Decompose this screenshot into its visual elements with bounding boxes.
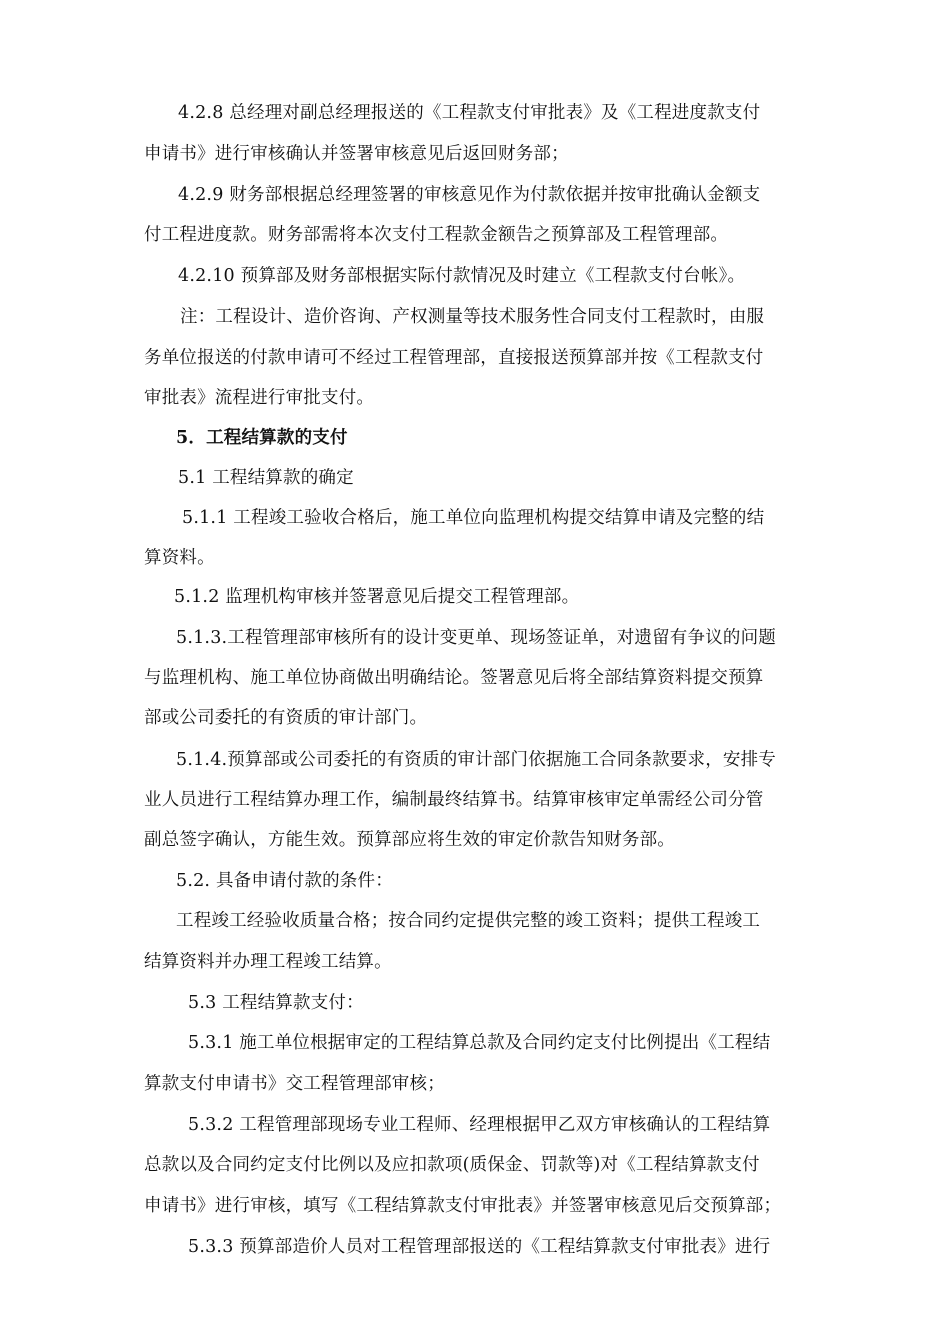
text-line: 5.1.1 工程竣工验收合格后，施工单位向监理机构提交结算申请及完整的结 bbox=[182, 508, 765, 528]
text-line: 5.3.3 预算部造价人员对工程管理部报送的《工程结算款支付审批表》进行 bbox=[188, 1237, 771, 1257]
text-line: 业人员进行工程结算办理工作，编制最终结算书。结算审核审定单需经公司分管 bbox=[144, 790, 764, 810]
text-line: 务单位报送的付款申请可不经过工程管理部，直接报送预算部并按《工程款支付 bbox=[144, 348, 764, 368]
section-heading: 5．工程结算款的支付 bbox=[176, 428, 348, 448]
subsection-heading: 5.3 工程结算款支付： bbox=[188, 993, 364, 1013]
text-line: 部或公司委托的有资质的审计部门。 bbox=[144, 708, 428, 728]
text-line: 申请书》进行审核，填写《工程结算款支付审批表》并签署审核意见后交预算部； bbox=[144, 1196, 782, 1216]
text-line: 5.1.2 监理机构审核并签署意见后提交工程管理部。 bbox=[174, 587, 580, 607]
text-line: 4.2.9 财务部根据总经理签署的审核意见作为付款依据并按审批确认金额支 bbox=[178, 185, 761, 205]
text-line: 算款支付申请书》交工程管理部审核； bbox=[144, 1074, 445, 1094]
text-line: 与监理机构、施工单位协商做出明确结论。签署意见后将全部结算资料提交预算 bbox=[144, 668, 764, 688]
text-line: 4.2.8 总经理对副总经理报送的《工程款支付审批表》及《工程进度款支付 bbox=[178, 103, 761, 123]
text-line: 工程竣工经验收质量合格；按合同约定提供完整的竣工资料；提供工程竣工 bbox=[176, 911, 761, 931]
text-line: 副总签字确认，方能生效。预算部应将生效的审定价款告知财务部。 bbox=[144, 830, 675, 850]
text-line: 付工程进度款。财务部需将本次支付工程款金额告之预算部及工程管理部。 bbox=[144, 225, 729, 245]
text-line: 注：工程设计、造价咨询、产权测量等技术服务性合同支付工程款时，由服 bbox=[180, 307, 765, 327]
text-line: 5.1.3.工程管理部审核所有的设计变更单、现场签证单，对遗留有争议的问题 bbox=[176, 628, 776, 648]
subsection-heading: 5.1 工程结算款的确定 bbox=[178, 468, 354, 488]
text-line: 5.3.2 工程管理部现场专业工程师、经理根据甲乙双方审核确认的工程结算 bbox=[188, 1115, 771, 1135]
text-line: 5.3.1 施工单位根据审定的工程结算总款及合同约定支付比例提出《工程结 bbox=[188, 1033, 771, 1053]
text-line: 审批表》流程进行审批支付。 bbox=[144, 388, 375, 408]
subsection-heading: 5.2. 具备申请付款的条件： bbox=[176, 871, 393, 891]
text-line: 结算资料并办理工程竣工结算。 bbox=[144, 952, 392, 972]
text-line: 申请书》进行审核确认并签署审核意见后返回财务部； bbox=[144, 144, 569, 164]
text-line: 总款以及合同约定支付比例以及应扣款项(质保金、罚款等)对《工程结算款支付 bbox=[144, 1155, 760, 1175]
text-line: 4.2.10 预算部及财务部根据实际付款情况及时建立《工程款支付台帐》。 bbox=[178, 266, 746, 286]
text-line: 5.1.4.预算部或公司委托的有资质的审计部门依据施工合同条款要求，安排专 bbox=[176, 750, 776, 770]
text-line: 算资料。 bbox=[144, 548, 215, 568]
